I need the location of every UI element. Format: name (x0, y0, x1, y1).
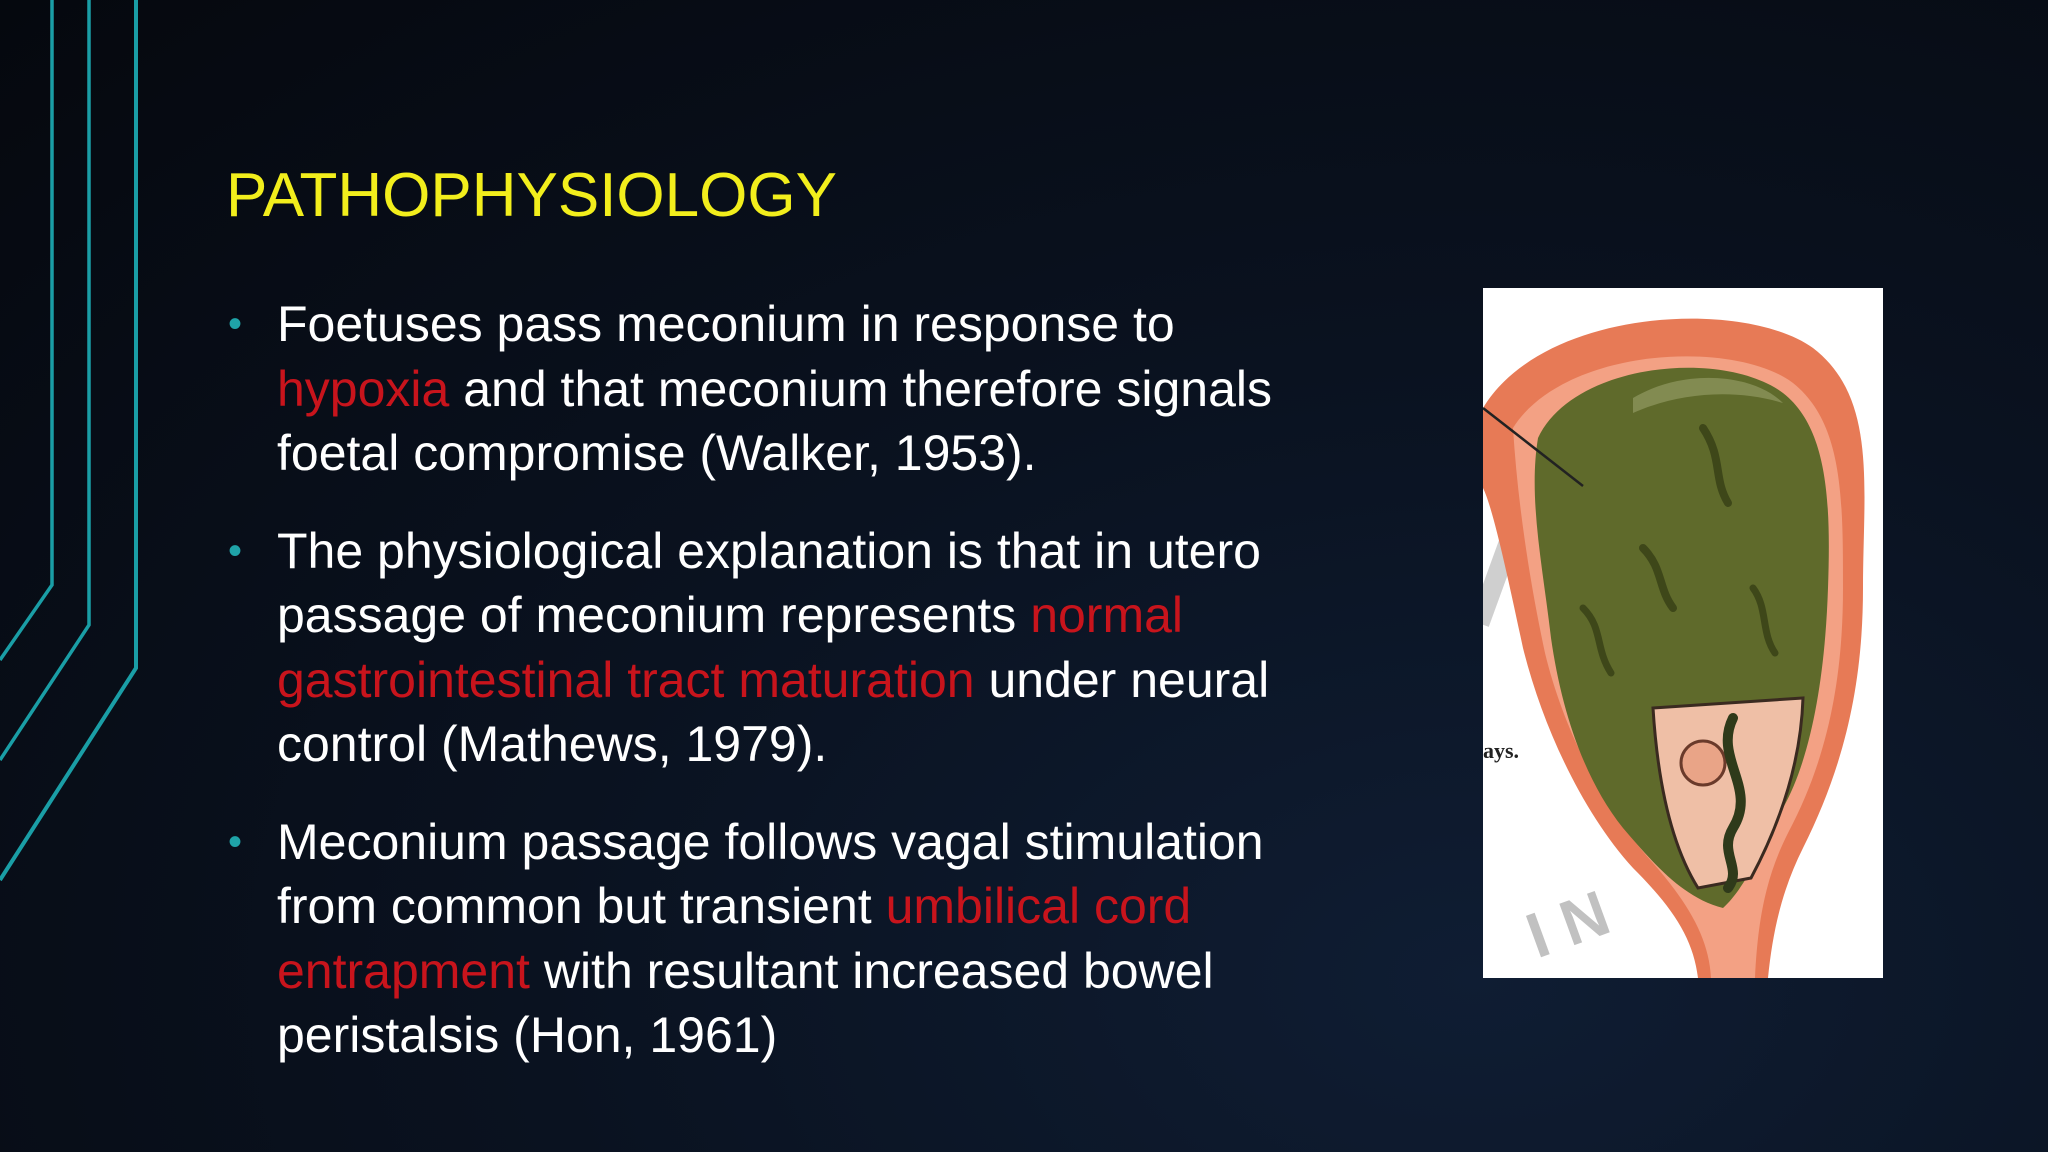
highlight-text: hypoxia (277, 360, 450, 417)
bullet-dot-icon: • (228, 819, 243, 864)
highlight-text: umbilical cord entrapment (277, 878, 1192, 999)
text-run: with resultant increased bowel peristalsis (Hon, 1961) (277, 942, 1214, 1063)
bullet-text (277, 296, 1272, 481)
bullet-dot-icon: • (228, 528, 243, 573)
bullet-dot-icon: • (228, 302, 243, 346)
bowel-illustration-drawing (1483, 288, 1883, 978)
caption-fragment: ays. (1483, 738, 1520, 763)
deco-line-inner (0, 0, 52, 660)
text-run: The physiological explanation is that in utero passage of meconium represents (277, 522, 1261, 643)
decorative-lines (0, 0, 160, 1152)
watermark-text: I N (1517, 876, 1619, 972)
deco-line-middle (0, 0, 89, 760)
bullet-text (277, 814, 1264, 1064)
text-run: and that meconium therefore signals foetal compromise (Walker, 1953). (277, 360, 1273, 481)
deco-line-outer (0, 0, 136, 880)
bullet-item (228, 810, 1318, 1068)
bullet-item (228, 292, 1318, 486)
text-run: Meconium passage follows vagal stimulation from common but transient (277, 813, 1264, 934)
text-run: Foetuses pass meconium in response to (277, 296, 1175, 352)
highlight-text: normal gastrointestinal tract maturation (277, 587, 1184, 708)
slide-title: PATHOPHYSIOLOGY (226, 161, 837, 230)
bowel-illustration (1483, 288, 1883, 978)
bullet-text (277, 523, 1269, 773)
bullet-item (228, 519, 1318, 777)
fetus-head (1681, 741, 1725, 785)
bullet-list (228, 292, 1318, 1101)
text-run: under neural control (Mathews, 1979). (277, 651, 1270, 772)
